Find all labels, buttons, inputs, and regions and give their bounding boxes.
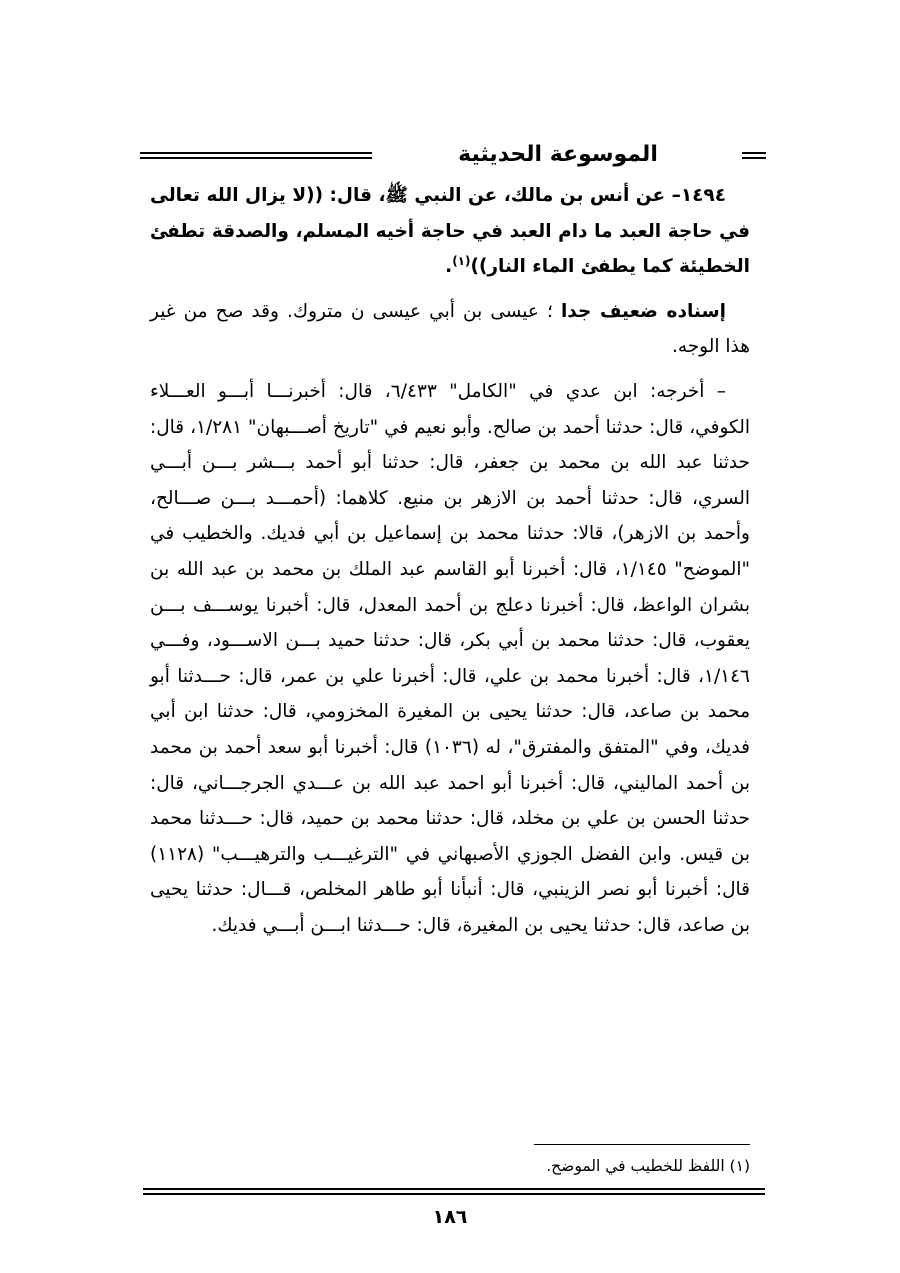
header-rule-right <box>742 152 766 159</box>
takhrij-paragraph: – أخرجه: ابن عدي في "الكامل" ٦/٤٣٣، قال: أخبرنـــا أبـــو العـــلاء الكوفي، قال: حدثنا أحمد بن صالح. وأبو نعيم في "تاريخ أصـــبهان" ١/٢٨١، قال: حدثنا عبد الله بن محمد بن جعفر، قال: حدثنا أبو أحمد بـــشر بـــن أبـــي السري، قال: حدثنا أحمد بن الازهر بن منيع. كلاهما: (أحمـــد بـــن صـــالح، وأحمد بن الازهر)، قالا: حدثنا محمد بن إسماعيل بن أبي فديك. والخطيب في "الموضح" ١/١٤٥، قال: أخبرنا أبو القاسم عبد الملك بن محمد بن عبد الله بن بشران الواعظ، قال: أخبرنا دعلج بن أحمد المعدل، قال: أخبرنا يوســـف بـــن يعقوب، قال: حدثنا محمد بن أبي بكر، قال: حدثنا حميد بـــن الاســـود، وفـــي ١/١٤٦، قال: أخبرنا محمد بن علي، قال: أخبرنا علي بن عمر، قال: حـــدثنا أبو محمد بن صاعد، قال: حدثنا يحيى بن المغيرة المخزومي، قال: حدثنا ابن أبي فديك، وفي "المتفق والمفترق"، له (١٠٣٦) قال: أخبرنا أبو سعد أحمد بن محمد بن أحمد الماليني، قال: أخبرنا أبو احمد عبد الله بن عـــدي الجرجـــاني، قال: حدثنا الحسن بن علي بن مخلد، قال: حدثنا محمد بن حميد، قال: حـــدثنا محمد بن قيس. وابن الفضل الجوزي الأصبهاني في "الترغيـــب والترهيـــب" (١١٢٨) قال: أخبرنا أبو نصر الزينبي، قال: أنبأنا أبو طاهر المخلص، قـــال: حدثنا يحيى بن صاعد، قال: حدثنا يحيى بن المغيرة، قال: حـــدثنا ابـــن أبـــي فديك. <box>150 380 750 936</box>
bottom-rule <box>143 1188 765 1195</box>
footnote-marker[interactable]: (١) <box>452 254 471 269</box>
header-rule-left <box>140 152 372 159</box>
page-number: ١٨٦ <box>432 1206 468 1228</box>
hadith-paragraph <box>150 178 750 285</box>
main-text <box>150 178 750 952</box>
footnote: (١) اللفظ للخطيب في الموضح. <box>546 1157 750 1175</box>
hadith-number: ١٤٩٤ <box>680 185 726 206</box>
grading-reason: ؛ عيسى بن أبي عيسى ن متروك. وقد صح من غير هذا الوجه. <box>150 300 750 358</box>
grading-verdict: إسناده ضعيف جدا <box>560 300 726 322</box>
running-header <box>140 136 766 176</box>
grading-paragraph <box>150 294 750 365</box>
header-title: الموسوعة الحديثية <box>458 142 658 167</box>
footnote-separator <box>534 1144 750 1145</box>
hadith-end: . <box>445 256 453 278</box>
hadith-text: – عن أنس بن مالك، عن النبي ﷺ، قال: ((لا يزال الله تعالى في حاجة العبد ما دام العبد في حاجة أخيه المسلم، والصدقة تطفئ الخطيئة كما يطفئ الماء النار)) <box>150 185 750 278</box>
